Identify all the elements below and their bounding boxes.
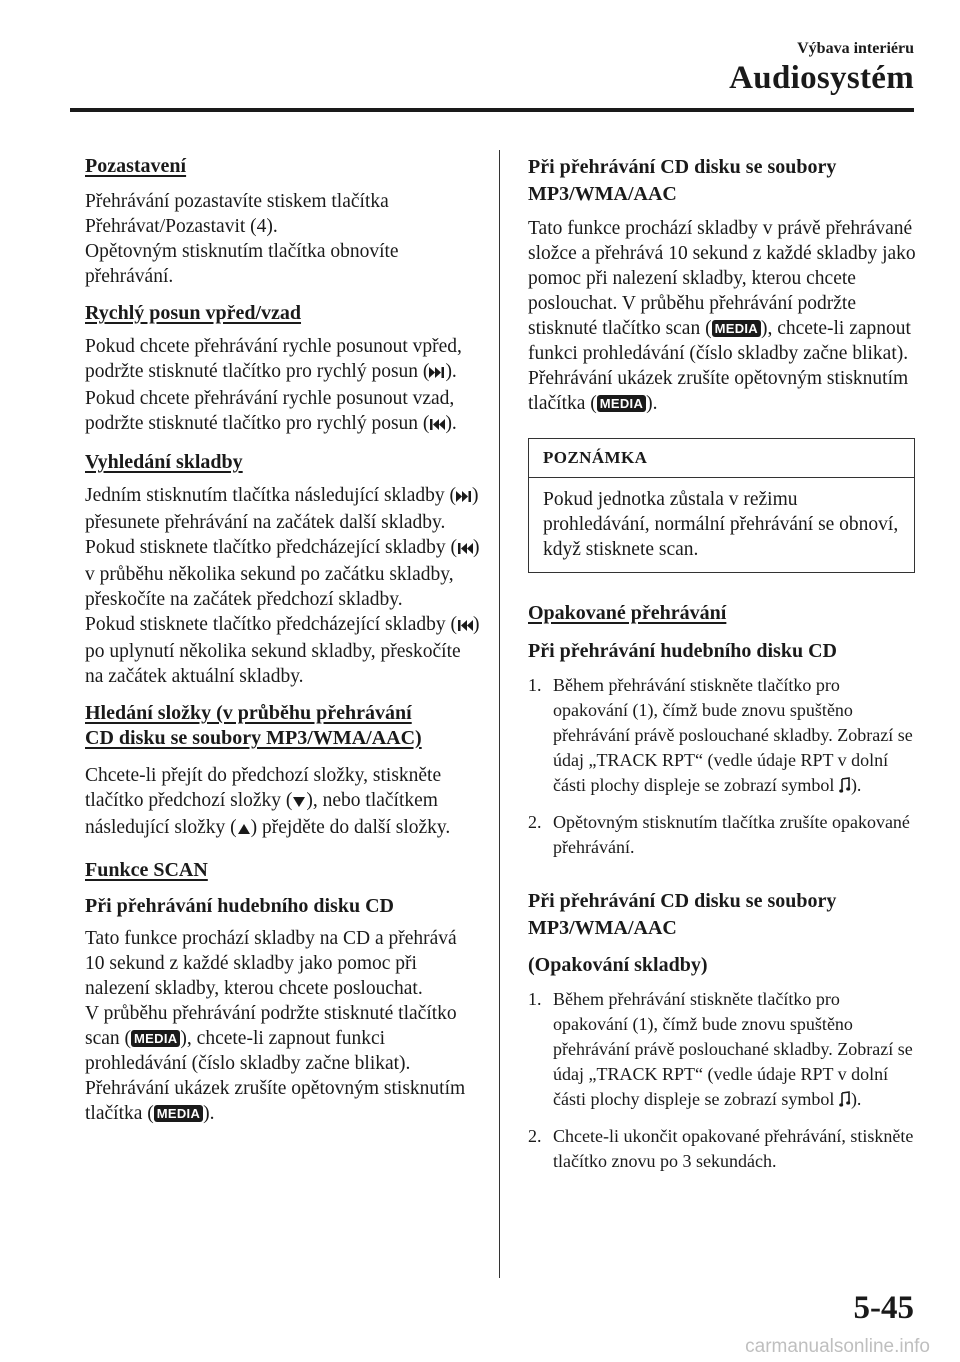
repeat-mp3-steps bbox=[528, 987, 918, 1174]
repeat-mp3-subheading: Při přehrávání CD disku se soubory MP3/WMA/AAC bbox=[528, 890, 837, 939]
note-title: POZNÁMKA bbox=[529, 439, 914, 478]
left-column bbox=[85, 154, 480, 1126]
heading-scan: Funkce SCAN bbox=[85, 859, 208, 881]
repeat-cd-steps bbox=[528, 673, 918, 860]
heading-pause: Pozastavení bbox=[85, 155, 187, 177]
repeat-track-subheading: (Opakování skladby) bbox=[528, 954, 708, 976]
track-prev-text-1: Pokud stisknete tlačítko předcházející skladby ( ) v průběhu několika sekund po začátku skladby, přeskočíte na začátek předchozí skladby. bbox=[85, 537, 480, 610]
right-column bbox=[528, 154, 918, 1174]
heading-folder-search: Hledání složky (v průběhu přehrávání CD disku se soubory MP3/WMA/AAC) bbox=[85, 702, 422, 749]
list-item: 2. Opětovným stisknutím tlačítka zrušíte opakované přehrávání. bbox=[528, 812, 910, 857]
previous-track-icon bbox=[457, 537, 473, 562]
watermark: carmanualsonline.info bbox=[745, 1336, 930, 1357]
scan-mp3-subheading: Při přehrávání CD disku se soubory MP3/WMA/AAC bbox=[528, 156, 837, 205]
media-button-icon: MEDIA bbox=[597, 395, 646, 412]
next-track-icon bbox=[456, 485, 472, 510]
note-body: Pokud jednotka zůstala v režimu prohledávání, normální přehrávání se obnoví, když stisknete scan. bbox=[543, 489, 899, 560]
track-next-text: Jedním stisknutím tlačítka následující skladby ( ) přesunete přehrávání na začátek další skladby. bbox=[85, 485, 479, 533]
track-prev-text-2: Pokud stisknete tlačítko předcházející skladby ( ) po uplynutí několika sekund skladby, přeskočíte na začátek aktuální skladby. bbox=[85, 614, 480, 687]
repeat-cd-subheading: Při přehrávání hudebního disku CD bbox=[528, 640, 837, 662]
ffrew-text: Pokud chcete přehrávání rychle posunout vpřed, podržte stisknuté tlačítko pro rychlý posun ( ). Pokud chcete přehrávání rychle posunout vzad, podržte stisknuté tlačítko pro rychlý posun ( ). bbox=[85, 334, 480, 438]
page-title: Audiosystém bbox=[729, 60, 914, 96]
previous-track-icon bbox=[457, 614, 473, 639]
folder-text: Chcete-li přejít do předchozí složky, stiskněte tlačítko předchozí složky ( ), nebo tlačítkem následující složky ( ) přejděte do další složky. bbox=[85, 763, 480, 842]
section-label: Výbava interiéru bbox=[797, 40, 914, 57]
page-number: 5-45 bbox=[853, 1290, 914, 1326]
column-divider bbox=[499, 150, 500, 1278]
folder-up-icon bbox=[237, 817, 251, 842]
music-note-icon bbox=[839, 775, 851, 800]
fast-forward-icon bbox=[429, 361, 445, 386]
heading-fast-forward-rewind: Rychlý posun vpřed/vzad bbox=[85, 302, 302, 324]
list-item: 2. Chcete-li ukončit opakované přehrávání, stiskněte tlačítko znovu po 3 sekundách. bbox=[528, 1126, 914, 1171]
scan-cd-subheading: Při přehrávání hudebního disku CD bbox=[85, 895, 394, 917]
heading-track-search: Vyhledání skladby bbox=[85, 451, 243, 473]
media-button-icon: MEDIA bbox=[154, 1105, 203, 1122]
list-item: 1. Během přehrávání stiskněte tlačítko pro opakování (1), čímž bude znovu spuštěno přehrávání právě poslouchané skladby. Zobrazí se údaj „TRACK RPT“ (vedle údaje RPT v dolní části plochy displeje se zobrazí symbol ). bbox=[528, 673, 918, 800]
music-note-icon bbox=[839, 1089, 851, 1114]
media-button-icon: MEDIA bbox=[131, 1030, 180, 1047]
scan-cd-text-1: Tato funkce prochází skladby na CD a přehrává 10 sekund z každé skladby jako pomoc při nalezení skladby, kterou chcete poslouchat. bbox=[85, 928, 457, 999]
pause-text-2: Opětovným stisknutím tlačítka obnovíte přehrávání. bbox=[85, 241, 399, 287]
note-box bbox=[528, 438, 915, 573]
pause-text-1: Přehrávání pozastavíte stiskem tlačítka Přehrávat/Pozastavit (4). bbox=[85, 191, 389, 237]
heading-repeat: Opakované přehrávání bbox=[528, 602, 727, 624]
list-item: 1. Během přehrávání stiskněte tlačítko pro opakování (1), čímž bude znovu spuštěno přehrávání právě poslouchané skladby. Zobrazí se údaj „TRACK RPT“ (vedle údaje RPT v dolní části plochy displeje se zobrazí symbol ). bbox=[528, 987, 918, 1114]
scan-mp3-text: Tato funkce prochází skladby v právě přehrávané složce a přehrává 10 sekund z každé skladby jako pomoc při nalezení skladby, kterou chcete poslouchat. V průběhu přehrávání podržte stisknuté tlačítko scan ( MEDIA ), chcete-li zapnout funkci prohledávání (číslo skladby začne blikat). Přehrávání ukázek zrušíte opětovným stisknutím tlačítka ( MEDIA ). bbox=[528, 218, 916, 414]
scan-cd-text-2: V průběhu přehrávání podržte stisknuté tlačítko scan ( MEDIA ), chcete-li zapnout funkci prohledávání (číslo skladby začne blikat). Přehrávání ukázek zrušíte opětovným stisknutím tlačítka ( MEDIA ). bbox=[85, 1003, 466, 1124]
media-button-icon: MEDIA bbox=[712, 320, 761, 337]
rewind-icon bbox=[429, 413, 445, 438]
header-divider bbox=[70, 108, 914, 112]
folder-down-icon bbox=[292, 790, 306, 815]
